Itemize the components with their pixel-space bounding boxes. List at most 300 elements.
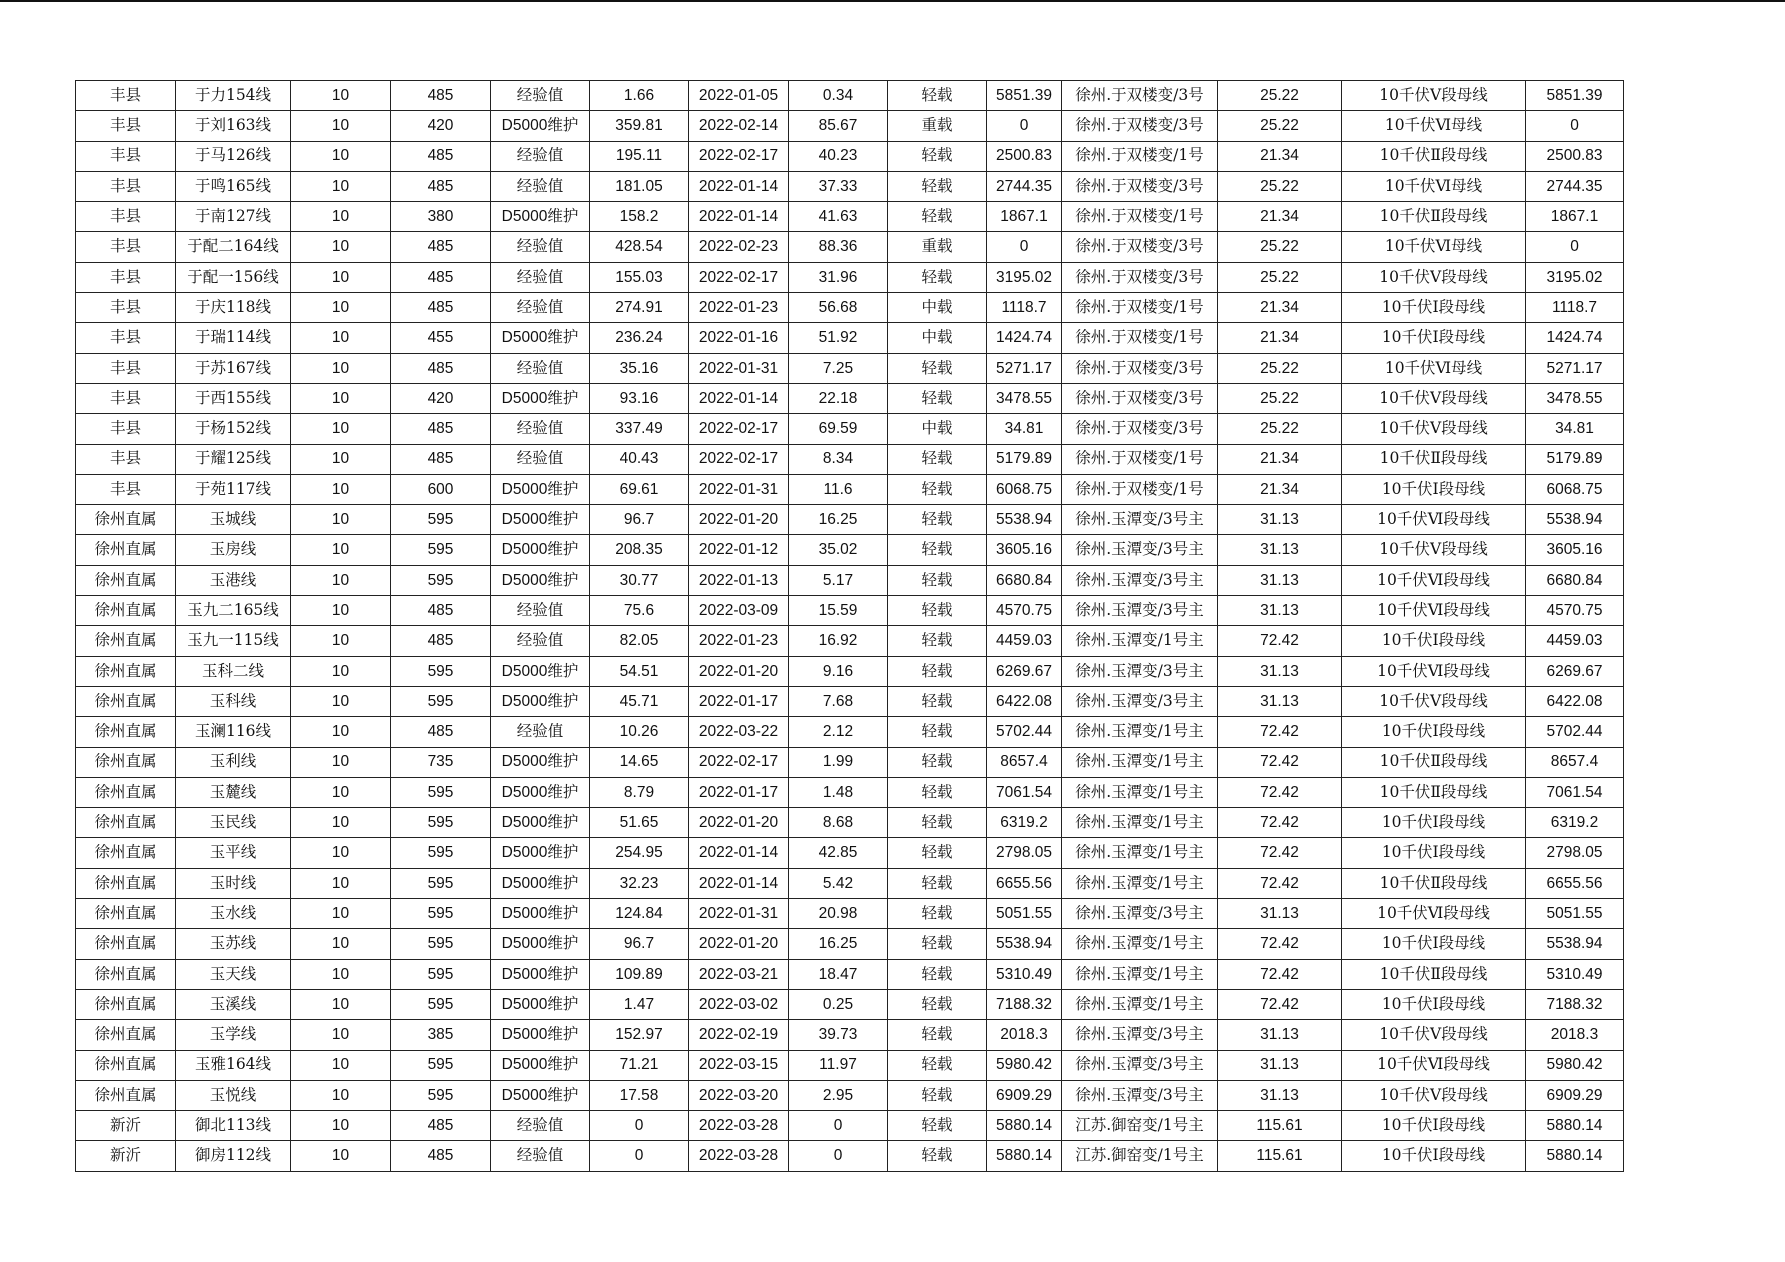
date-cell: 2022-01-14 [689,838,789,868]
date-cell: 2022-02-17 [689,414,789,444]
max-current-cell: 0 [590,1111,689,1141]
date-cell: 2022-01-17 [689,777,789,807]
max-current-cell: 10.26 [590,717,689,747]
available-capacity-cell: 6068.75 [1526,474,1624,504]
available-capacity-cell: 3195.02 [1526,262,1624,292]
load-status-cell: 轻载 [888,626,987,656]
margin-cell: 5880.14 [987,1111,1062,1141]
district-cell: 徐州直属 [76,717,176,747]
line-name-cell: 于配二164线 [176,232,291,262]
load-rate-cell: 16.92 [789,626,888,656]
voltage-cell: 10 [291,959,391,989]
bus-cell: 10千伏Ⅵ段母线 [1342,565,1526,595]
table-row [76,1020,1624,1050]
available-capacity-cell: 6909.29 [1526,1080,1624,1110]
load-status-cell: 轻载 [888,989,987,1019]
load-status-cell: 轻载 [888,596,987,626]
load-rate-cell: 69.59 [789,414,888,444]
line-name-cell: 玉房线 [176,535,291,565]
load-rate-cell: 0.25 [789,989,888,1019]
available-capacity-cell: 2798.05 [1526,838,1624,868]
substation-cell: 徐州.玉潭变/3号主 [1062,686,1218,716]
substation-cell: 徐州.于双楼变/3号 [1062,353,1218,383]
voltage-cell: 10 [291,777,391,807]
district-cell: 丰县 [76,444,176,474]
voltage-cell: 10 [291,565,391,595]
line-name-cell: 玉苏线 [176,929,291,959]
max-current-cell: 40.43 [590,444,689,474]
table-row [76,414,1624,444]
load-rate-cell: 11.97 [789,1050,888,1080]
line-name-cell: 于配一156线 [176,262,291,292]
max-current-cell: 158.2 [590,202,689,232]
table-row [76,171,1624,201]
data-source-cell: 经验值 [491,414,590,444]
substation-cell: 徐州.于双楼变/1号 [1062,293,1218,323]
district-cell: 徐州直属 [76,989,176,1019]
transformer-rate-cell: 31.13 [1218,565,1342,595]
margin-cell: 6269.67 [987,656,1062,686]
district-cell: 徐州直属 [76,535,176,565]
bus-cell: 10千伏Ⅰ段母线 [1342,323,1526,353]
margin-cell: 2798.05 [987,838,1062,868]
margin-cell: 34.81 [987,414,1062,444]
margin-cell: 6422.08 [987,686,1062,716]
data-source-cell: D5000维护 [491,383,590,413]
data-source-cell: D5000维护 [491,111,590,141]
transformer-rate-cell: 115.61 [1218,1141,1342,1171]
substation-cell: 徐州.于双楼变/3号 [1062,111,1218,141]
line-name-cell: 御房112线 [176,1141,291,1171]
top-rule [0,0,1785,2]
district-cell: 丰县 [76,202,176,232]
voltage-cell: 10 [291,474,391,504]
rated-current-cell: 595 [391,656,491,686]
bus-cell: 10千伏Ⅵ母线 [1342,171,1526,201]
margin-cell: 5980.42 [987,1050,1062,1080]
voltage-cell: 10 [291,626,391,656]
voltage-cell: 10 [291,656,391,686]
rated-current-cell: 485 [391,1111,491,1141]
margin-cell: 7188.32 [987,989,1062,1019]
available-capacity-cell: 5851.39 [1526,81,1624,111]
date-cell: 2022-01-20 [689,808,789,838]
max-current-cell: 254.95 [590,838,689,868]
transformer-rate-cell: 72.42 [1218,959,1342,989]
substation-cell: 徐州.于双楼变/3号 [1062,171,1218,201]
data-source-cell: 经验值 [491,141,590,171]
transformer-rate-cell: 21.34 [1218,141,1342,171]
bus-cell: 10千伏Ⅴ段母线 [1342,383,1526,413]
data-source-cell: D5000维护 [491,686,590,716]
voltage-cell: 10 [291,1050,391,1080]
load-rate-cell: 0.34 [789,81,888,111]
margin-cell: 1424.74 [987,323,1062,353]
margin-cell: 5538.94 [987,929,1062,959]
margin-cell: 5310.49 [987,959,1062,989]
line-name-cell: 玉港线 [176,565,291,595]
margin-cell: 6909.29 [987,1080,1062,1110]
date-cell: 2022-03-15 [689,1050,789,1080]
rated-current-cell: 455 [391,323,491,353]
load-rate-cell: 40.23 [789,141,888,171]
date-cell: 2022-03-02 [689,989,789,1019]
rated-current-cell: 485 [391,414,491,444]
district-cell: 徐州直属 [76,777,176,807]
transformer-rate-cell: 72.42 [1218,626,1342,656]
bus-cell: 10千伏Ⅴ段母线 [1342,262,1526,292]
line-name-cell: 玉科线 [176,686,291,716]
load-status-cell: 轻载 [888,1111,987,1141]
bus-cell: 10千伏Ⅴ段母线 [1342,1080,1526,1110]
max-current-cell: 109.89 [590,959,689,989]
margin-cell: 6680.84 [987,565,1062,595]
date-cell: 2022-01-31 [689,899,789,929]
date-cell: 2022-03-28 [689,1111,789,1141]
rated-current-cell: 485 [391,717,491,747]
transformer-rate-cell: 72.42 [1218,929,1342,959]
substation-cell: 徐州.玉潭变/3号主 [1062,1080,1218,1110]
table-row [76,989,1624,1019]
date-cell: 2022-03-22 [689,717,789,747]
table-row [76,81,1624,111]
transformer-rate-cell: 25.22 [1218,383,1342,413]
transformer-rate-cell: 72.42 [1218,808,1342,838]
line-name-cell: 玉麓线 [176,777,291,807]
margin-cell: 5851.39 [987,81,1062,111]
rated-current-cell: 595 [391,1050,491,1080]
date-cell: 2022-01-14 [689,868,789,898]
data-source-cell: 经验值 [491,1111,590,1141]
available-capacity-cell: 6680.84 [1526,565,1624,595]
available-capacity-cell: 8657.4 [1526,747,1624,777]
available-capacity-cell: 5538.94 [1526,929,1624,959]
district-cell: 徐州直属 [76,626,176,656]
max-current-cell: 124.84 [590,899,689,929]
line-name-cell: 玉九一115线 [176,626,291,656]
max-current-cell: 35.16 [590,353,689,383]
date-cell: 2022-01-31 [689,353,789,383]
line-name-cell: 于南127线 [176,202,291,232]
district-cell: 徐州直属 [76,929,176,959]
voltage-cell: 10 [291,1020,391,1050]
load-rate-cell: 9.16 [789,656,888,686]
rated-current-cell: 595 [391,899,491,929]
date-cell: 2022-01-14 [689,383,789,413]
data-source-cell: 经验值 [491,626,590,656]
rated-current-cell: 485 [391,1141,491,1171]
table-row [76,1141,1624,1171]
substation-cell: 徐州.玉潭变/3号主 [1062,656,1218,686]
load-rate-cell: 0 [789,1141,888,1171]
district-cell: 徐州直属 [76,899,176,929]
substation-cell: 徐州.玉潭变/3号主 [1062,565,1218,595]
bus-cell: 10千伏Ⅰ段母线 [1342,929,1526,959]
load-status-cell: 轻载 [888,717,987,747]
bus-cell: 10千伏Ⅰ段母线 [1342,808,1526,838]
substation-cell: 徐州.玉潭变/1号主 [1062,747,1218,777]
voltage-cell: 10 [291,1141,391,1171]
date-cell: 2022-03-09 [689,596,789,626]
table-row [76,505,1624,535]
available-capacity-cell: 7061.54 [1526,777,1624,807]
data-source-cell: D5000维护 [491,747,590,777]
load-status-cell: 轻载 [888,202,987,232]
table-row [76,232,1624,262]
rated-current-cell: 485 [391,444,491,474]
transformer-rate-cell: 72.42 [1218,777,1342,807]
transformer-rate-cell: 31.13 [1218,505,1342,535]
district-cell: 徐州直属 [76,1080,176,1110]
district-cell: 丰县 [76,141,176,171]
bus-cell: 10千伏Ⅱ段母线 [1342,141,1526,171]
table-row [76,293,1624,323]
substation-cell: 徐州.玉潭变/1号主 [1062,989,1218,1019]
rated-current-cell: 485 [391,81,491,111]
margin-cell: 0 [987,111,1062,141]
max-current-cell: 1.47 [590,989,689,1019]
table-row [76,959,1624,989]
data-source-cell: D5000维护 [491,202,590,232]
max-current-cell: 30.77 [590,565,689,595]
transformer-rate-cell: 72.42 [1218,747,1342,777]
line-name-cell: 于苏167线 [176,353,291,383]
max-current-cell: 54.51 [590,656,689,686]
margin-cell: 1118.7 [987,293,1062,323]
line-name-cell: 于苑117线 [176,474,291,504]
bus-cell: 10千伏Ⅵ段母线 [1342,505,1526,535]
table-row [76,686,1624,716]
voltage-cell: 10 [291,505,391,535]
available-capacity-cell: 3605.16 [1526,535,1624,565]
table-row [76,141,1624,171]
transformer-rate-cell: 21.34 [1218,444,1342,474]
voltage-cell: 10 [291,1080,391,1110]
load-rate-cell: 85.67 [789,111,888,141]
substation-cell: 徐州.玉潭变/1号主 [1062,929,1218,959]
data-source-cell: 经验值 [491,262,590,292]
substation-cell: 徐州.玉潭变/3号主 [1062,899,1218,929]
load-rate-cell: 11.6 [789,474,888,504]
line-name-cell: 玉水线 [176,899,291,929]
voltage-cell: 10 [291,899,391,929]
data-source-cell: D5000维护 [491,535,590,565]
transformer-rate-cell: 31.13 [1218,1020,1342,1050]
max-current-cell: 93.16 [590,383,689,413]
max-current-cell: 96.7 [590,505,689,535]
table-row [76,262,1624,292]
data-source-cell: D5000维护 [491,838,590,868]
line-name-cell: 玉学线 [176,1020,291,1050]
substation-cell: 徐州.玉潭变/1号主 [1062,838,1218,868]
district-cell: 徐州直属 [76,565,176,595]
load-status-cell: 轻载 [888,808,987,838]
margin-cell: 1867.1 [987,202,1062,232]
transformer-rate-cell: 25.22 [1218,81,1342,111]
bus-cell: 10千伏Ⅵ段母线 [1342,1050,1526,1080]
date-cell: 2022-01-31 [689,474,789,504]
table-row [76,565,1624,595]
table-row [76,1111,1624,1141]
substation-cell: 徐州.玉潭变/1号主 [1062,959,1218,989]
table-row [76,1080,1624,1110]
district-cell: 丰县 [76,171,176,201]
transformer-rate-cell: 31.13 [1218,1050,1342,1080]
load-status-cell: 轻载 [888,868,987,898]
voltage-cell: 10 [291,868,391,898]
available-capacity-cell: 5051.55 [1526,899,1624,929]
date-cell: 2022-01-05 [689,81,789,111]
substation-cell: 徐州.于双楼变/3号 [1062,414,1218,444]
substation-cell: 徐州.玉潭变/3号主 [1062,535,1218,565]
margin-cell: 2500.83 [987,141,1062,171]
load-rate-cell: 39.73 [789,1020,888,1050]
rated-current-cell: 485 [391,353,491,383]
max-current-cell: 181.05 [590,171,689,201]
load-status-cell: 轻载 [888,686,987,716]
bus-cell: 10千伏Ⅴ段母线 [1342,1020,1526,1050]
line-name-cell: 玉九二165线 [176,596,291,626]
transformer-rate-cell: 72.42 [1218,989,1342,1019]
district-cell: 徐州直属 [76,959,176,989]
load-rate-cell: 5.42 [789,868,888,898]
load-rate-cell: 88.36 [789,232,888,262]
load-rate-cell: 16.25 [789,505,888,535]
date-cell: 2022-03-21 [689,959,789,989]
bus-cell: 10千伏Ⅰ段母线 [1342,838,1526,868]
district-cell: 丰县 [76,111,176,141]
voltage-cell: 10 [291,747,391,777]
bus-cell: 10千伏Ⅵ母线 [1342,111,1526,141]
margin-cell: 4570.75 [987,596,1062,626]
available-capacity-cell: 4459.03 [1526,626,1624,656]
bus-cell: 10千伏Ⅰ段母线 [1342,1111,1526,1141]
load-status-cell: 轻载 [888,1141,987,1171]
load-status-cell: 轻载 [888,262,987,292]
table-row [76,444,1624,474]
substation-cell: 徐州.于双楼变/3号 [1062,232,1218,262]
line-name-cell: 玉民线 [176,808,291,838]
rated-current-cell: 595 [391,808,491,838]
rated-current-cell: 485 [391,262,491,292]
district-cell: 丰县 [76,474,176,504]
voltage-cell: 10 [291,141,391,171]
margin-cell: 5702.44 [987,717,1062,747]
available-capacity-cell: 3478.55 [1526,383,1624,413]
rated-current-cell: 595 [391,777,491,807]
data-source-cell: 经验值 [491,171,590,201]
load-status-cell: 中载 [888,323,987,353]
rated-current-cell: 485 [391,232,491,262]
bus-cell: 10千伏Ⅱ段母线 [1342,959,1526,989]
line-name-cell: 于瑞114线 [176,323,291,353]
bus-cell: 10千伏Ⅱ段母线 [1342,202,1526,232]
load-status-cell: 轻载 [888,1080,987,1110]
transformer-rate-cell: 21.34 [1218,293,1342,323]
substation-cell: 徐州.玉潭变/3号主 [1062,1050,1218,1080]
load-status-cell: 轻载 [888,505,987,535]
table-row [76,656,1624,686]
substation-cell: 徐州.于双楼变/3号 [1062,262,1218,292]
line-name-cell: 玉时线 [176,868,291,898]
data-source-cell: 经验值 [491,232,590,262]
voltage-cell: 10 [291,293,391,323]
max-current-cell: 195.11 [590,141,689,171]
voltage-cell: 10 [291,596,391,626]
district-cell: 徐州直属 [76,1050,176,1080]
max-current-cell: 69.61 [590,474,689,504]
line-name-cell: 玉天线 [176,959,291,989]
line-name-cell: 于马126线 [176,141,291,171]
district-cell: 徐州直属 [76,505,176,535]
table-row [76,808,1624,838]
data-source-cell: D5000维护 [491,959,590,989]
max-current-cell: 75.6 [590,596,689,626]
bus-cell: 10千伏Ⅴ段母线 [1342,414,1526,444]
available-capacity-cell: 5271.17 [1526,353,1624,383]
load-rate-cell: 2.12 [789,717,888,747]
transformer-rate-cell: 72.42 [1218,838,1342,868]
line-name-cell: 玉利线 [176,747,291,777]
data-source-cell: 经验值 [491,353,590,383]
substation-cell: 徐州.玉潭变/3号主 [1062,505,1218,535]
load-status-cell: 中载 [888,293,987,323]
load-status-cell: 轻载 [888,565,987,595]
available-capacity-cell: 0 [1526,111,1624,141]
rated-current-cell: 485 [391,596,491,626]
date-cell: 2022-01-23 [689,626,789,656]
data-source-cell: 经验值 [491,596,590,626]
district-cell: 徐州直属 [76,868,176,898]
load-rate-cell: 2.95 [789,1080,888,1110]
table-row [76,202,1624,232]
load-status-cell: 轻载 [888,81,987,111]
load-rate-cell: 8.68 [789,808,888,838]
table-row [76,383,1624,413]
voltage-cell: 10 [291,414,391,444]
table-row [76,777,1624,807]
district-cell: 丰县 [76,232,176,262]
margin-cell: 4459.03 [987,626,1062,656]
margin-cell: 3195.02 [987,262,1062,292]
line-name-cell: 御北113线 [176,1111,291,1141]
available-capacity-cell: 5880.14 [1526,1111,1624,1141]
date-cell: 2022-01-14 [689,171,789,201]
load-status-cell: 轻载 [888,929,987,959]
data-source-cell: D5000维护 [491,656,590,686]
margin-cell: 2744.35 [987,171,1062,201]
load-rate-cell: 42.85 [789,838,888,868]
voltage-cell: 10 [291,202,391,232]
load-status-cell: 轻载 [888,959,987,989]
substation-cell: 徐州.于双楼变/1号 [1062,474,1218,504]
data-source-cell: 经验值 [491,293,590,323]
rated-current-cell: 595 [391,565,491,595]
line-name-cell: 于杨152线 [176,414,291,444]
bus-cell: 10千伏Ⅰ段母线 [1342,989,1526,1019]
margin-cell: 6068.75 [987,474,1062,504]
margin-cell: 3605.16 [987,535,1062,565]
available-capacity-cell: 5310.49 [1526,959,1624,989]
data-source-cell: D5000维护 [491,899,590,929]
load-rate-cell: 37.33 [789,171,888,201]
load-status-cell: 轻载 [888,383,987,413]
data-source-cell: D5000维护 [491,1020,590,1050]
available-capacity-cell: 2744.35 [1526,171,1624,201]
line-name-cell: 于力154线 [176,81,291,111]
rated-current-cell: 595 [391,959,491,989]
load-status-cell: 轻载 [888,474,987,504]
